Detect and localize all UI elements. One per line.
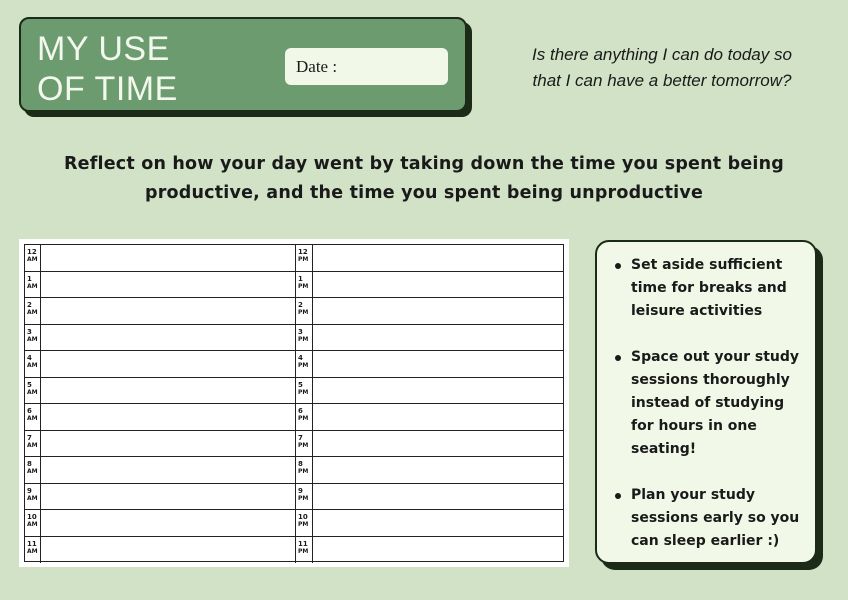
bullet-icon — [615, 355, 621, 361]
entry-cell-pm[interactable] — [313, 457, 563, 483]
entry-cell-am[interactable] — [41, 484, 295, 510]
hour-suffix: AM — [27, 521, 38, 528]
hour-label-pm — [295, 325, 313, 351]
hour-number: 7 — [298, 433, 303, 442]
hour-label-pm — [295, 298, 313, 324]
hour-suffix: AM — [27, 388, 38, 396]
hour-suffix: PM — [298, 441, 309, 449]
entry-cell-pm[interactable] — [313, 272, 563, 298]
hour-number: 5 — [298, 380, 303, 389]
title-line-2: OF TIME — [37, 70, 178, 108]
entry-cell-pm[interactable] — [313, 510, 563, 536]
entry-cell-am[interactable] — [41, 351, 295, 377]
hour-suffix: PM — [298, 282, 309, 290]
hour-label-am — [25, 298, 41, 324]
schedule-row — [25, 484, 563, 511]
hour-label-pm — [295, 351, 313, 377]
schedule-row — [25, 272, 563, 299]
hour-label-pm — [295, 537, 313, 564]
hour-label-pm — [295, 245, 313, 271]
hour-number: 12 — [27, 248, 37, 256]
tips-card — [595, 240, 817, 564]
hour-label-pm — [295, 484, 313, 510]
hour-label-am — [25, 325, 41, 351]
hour-label-pm — [295, 378, 313, 404]
hour-label-am — [25, 378, 41, 404]
hour-number: 8 — [27, 460, 32, 468]
hour-number: 11 — [27, 539, 37, 548]
page-title — [37, 29, 237, 109]
hour-number: 10 — [298, 513, 308, 521]
entry-cell-pm[interactable] — [313, 537, 563, 564]
hour-suffix: AM — [27, 547, 38, 555]
schedule-sheet — [19, 239, 569, 567]
hour-suffix: PM — [298, 309, 309, 316]
hour-suffix: AM — [27, 415, 38, 422]
date-field[interactable] — [285, 48, 448, 85]
entry-cell-pm[interactable] — [313, 298, 563, 324]
schedule-row — [25, 431, 563, 458]
hour-number: 5 — [27, 380, 32, 389]
entry-cell-am[interactable] — [41, 298, 295, 324]
hour-number: 8 — [298, 460, 303, 468]
entry-cell-am[interactable] — [41, 378, 295, 404]
schedule-row — [25, 510, 563, 537]
hour-label-pm — [295, 457, 313, 483]
entry-cell-am[interactable] — [41, 325, 295, 351]
hour-label-pm — [295, 404, 313, 430]
quote-line-1: Is there anything I can do today so — [532, 45, 792, 64]
entry-cell-am[interactable] — [41, 510, 295, 536]
date-label: Date : — [296, 57, 338, 76]
schedule-table — [24, 244, 564, 562]
hour-number: 9 — [298, 486, 303, 495]
entry-cell-pm[interactable] — [313, 245, 563, 271]
hour-suffix: PM — [298, 362, 309, 369]
instruction-line-2: productive, and the time you spent being unproductive — [144, 183, 704, 203]
hour-label-am — [25, 484, 41, 510]
hour-suffix: AM — [27, 441, 38, 449]
tip-item — [613, 254, 803, 323]
hour-suffix: AM — [27, 309, 38, 316]
hour-suffix: AM — [27, 362, 38, 369]
hour-suffix: PM — [298, 388, 309, 396]
hour-label-am — [25, 272, 41, 298]
hour-number: 3 — [298, 327, 303, 336]
hour-suffix: PM — [298, 468, 309, 475]
hour-label-am — [25, 245, 41, 271]
instruction-line-1: Reflect on how your day went by taking down the time you spent being — [63, 154, 785, 174]
entry-cell-pm[interactable] — [313, 351, 563, 377]
quote-line-2: that I can have a better tomorrow? — [532, 71, 792, 90]
hour-suffix: PM — [298, 256, 309, 263]
title-line-1: MY USE — [37, 30, 170, 68]
hour-number: 4 — [27, 354, 32, 362]
bullet-icon — [615, 263, 621, 269]
hour-label-am — [25, 537, 41, 564]
hour-label-am — [25, 457, 41, 483]
entry-cell-am[interactable] — [41, 272, 295, 298]
entry-cell-pm[interactable] — [313, 325, 563, 351]
hour-number: 9 — [27, 486, 32, 495]
instruction-text — [40, 150, 808, 208]
schedule-row — [25, 537, 563, 564]
schedule-row — [25, 245, 563, 272]
tip-text: Set aside sufficient time for breaks and leisure activities — [631, 257, 787, 319]
hour-label-am — [25, 431, 41, 457]
hour-number: 6 — [27, 407, 32, 415]
bullet-icon — [615, 493, 621, 499]
hour-label-am — [25, 351, 41, 377]
hour-suffix: AM — [27, 256, 38, 263]
schedule-row — [25, 457, 563, 484]
hour-suffix: PM — [298, 494, 309, 502]
hour-suffix: PM — [298, 415, 309, 422]
hour-number: 4 — [298, 354, 303, 362]
entry-cell-pm[interactable] — [313, 431, 563, 457]
hour-suffix: PM — [298, 547, 309, 555]
hour-label-am — [25, 510, 41, 536]
hour-suffix: PM — [298, 521, 309, 528]
hour-label-am — [25, 404, 41, 430]
hour-label-pm — [295, 510, 313, 536]
entry-cell-pm[interactable] — [313, 378, 563, 404]
hour-number: 3 — [27, 327, 32, 336]
tip-text: Plan your study sessions early so you can sleep earlier :) — [631, 487, 800, 549]
hour-suffix: PM — [298, 335, 309, 343]
hour-number: 2 — [298, 301, 303, 309]
hour-suffix: AM — [27, 282, 38, 290]
schedule-row — [25, 325, 563, 352]
schedule-row — [25, 378, 563, 405]
hour-number: 1 — [27, 274, 32, 283]
entry-cell-am[interactable] — [41, 537, 295, 564]
hour-number: 11 — [298, 539, 308, 548]
hour-number: 7 — [27, 433, 32, 442]
schedule-row — [25, 404, 563, 431]
entry-cell-pm[interactable] — [313, 404, 563, 430]
title-card — [19, 17, 467, 112]
tip-item — [613, 484, 803, 553]
hour-number: 1 — [298, 274, 303, 283]
hour-number: 10 — [27, 513, 37, 521]
entry-cell-am[interactable] — [41, 431, 295, 457]
hour-number: 2 — [27, 301, 32, 309]
hour-number: 6 — [298, 407, 303, 415]
entry-cell-am[interactable] — [41, 245, 295, 271]
schedule-row — [25, 298, 563, 325]
hour-suffix: AM — [27, 335, 38, 343]
reflection-quote — [496, 42, 828, 94]
entry-cell-pm[interactable] — [313, 484, 563, 510]
hour-label-pm — [295, 431, 313, 457]
hour-number: 12 — [298, 248, 308, 256]
tip-text: Space out your study sessions thoroughly instead of studying for hours in one seating! — [631, 349, 799, 457]
hour-suffix: AM — [27, 468, 38, 475]
hour-suffix: AM — [27, 494, 38, 502]
entry-cell-am[interactable] — [41, 404, 295, 430]
entry-cell-am[interactable] — [41, 457, 295, 483]
hour-label-pm — [295, 272, 313, 298]
schedule-row — [25, 351, 563, 378]
tip-item — [613, 346, 803, 461]
tips-list — [613, 254, 803, 576]
